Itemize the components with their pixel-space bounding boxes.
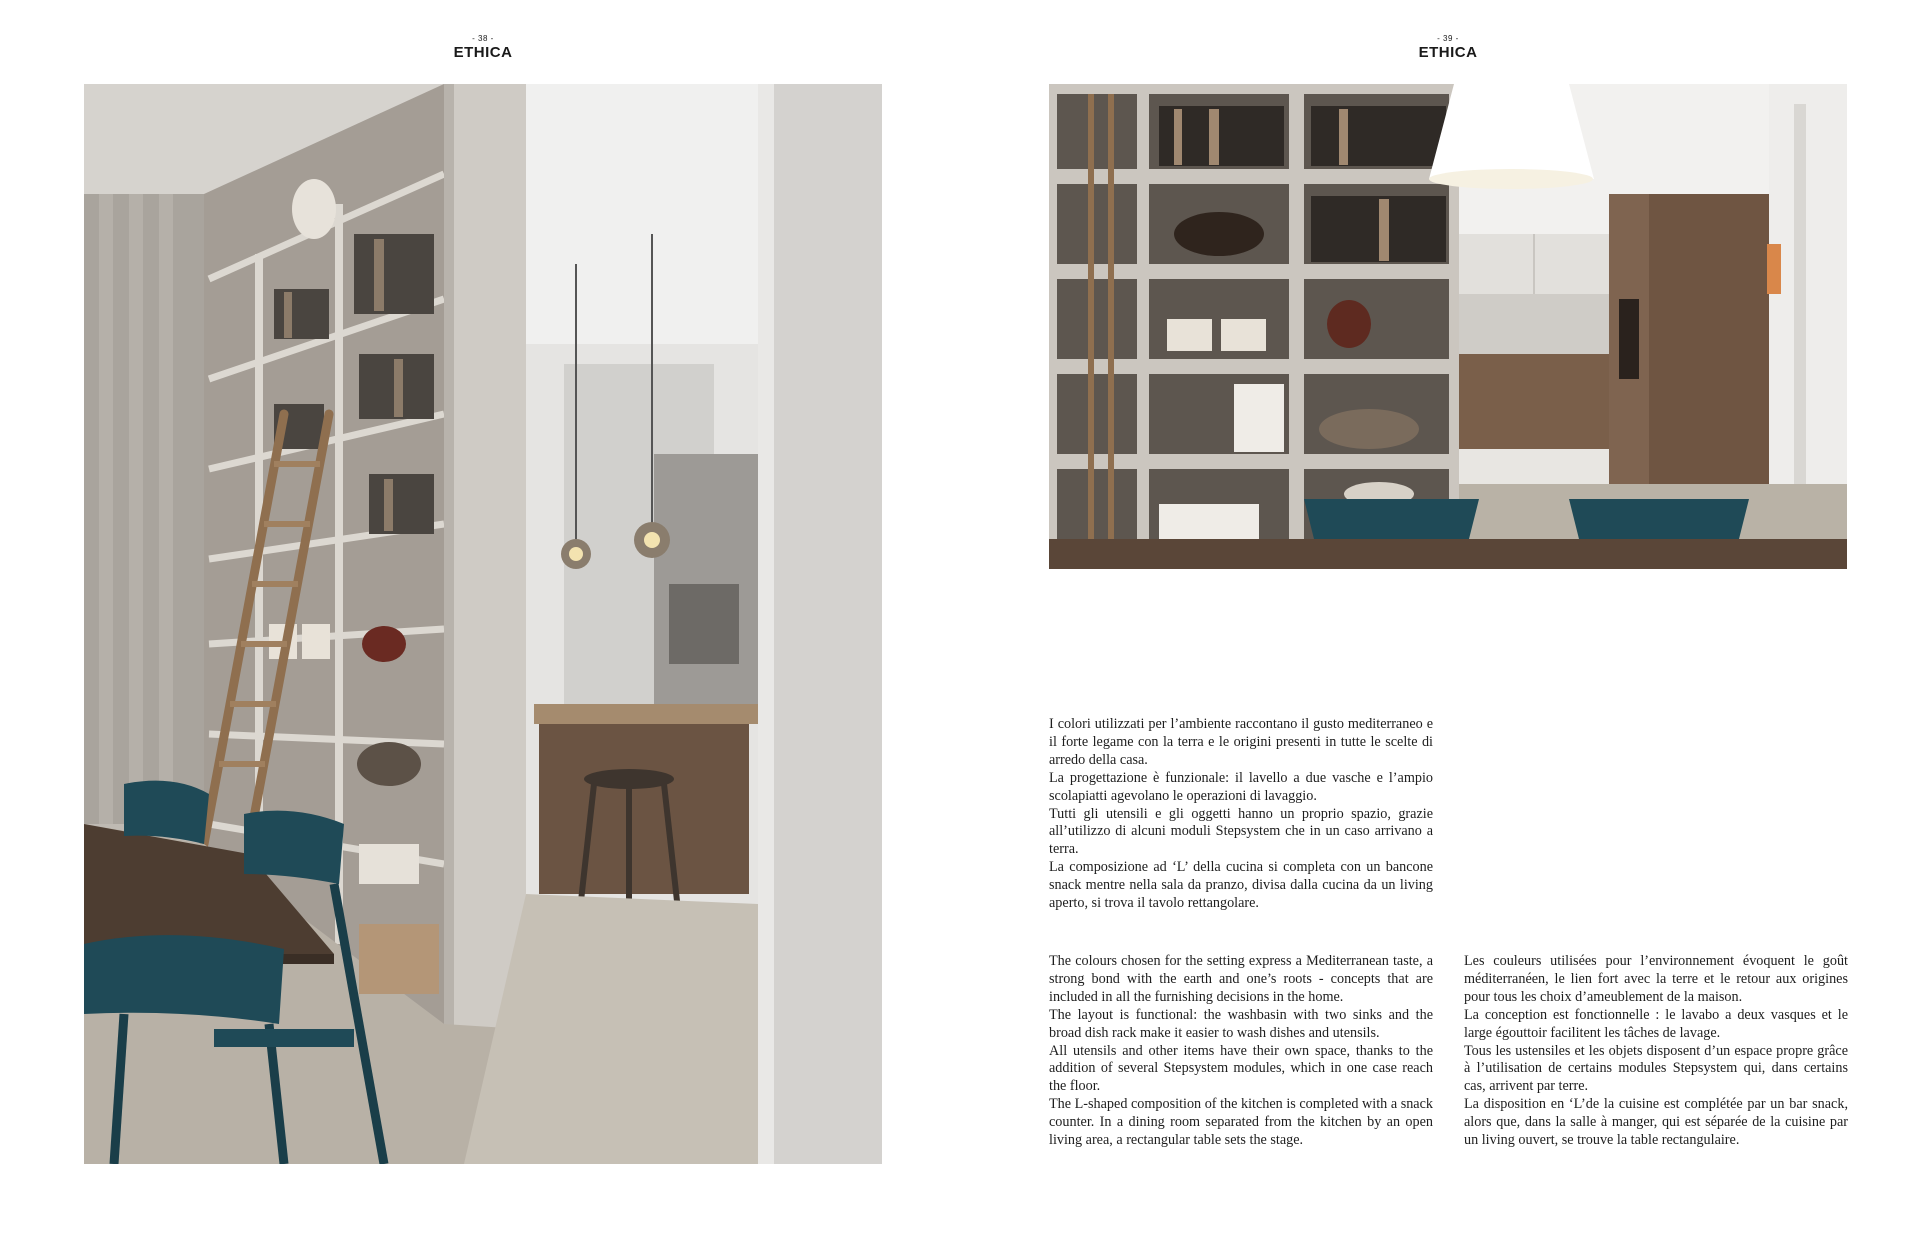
italian-paragraph: I colori utilizzati per l’ambiente raccontano il gusto mediterraneo e il forte legame con la terra e le origini presenti in tutte le scelte di arredo della casa. [1049, 716, 1433, 768]
italian-paragraph: La progettazione è funzionale: il lavello a due vasche e l’ampio scolapiatti agevolano le operazioni di lavaggio. [1049, 769, 1433, 804]
right-page-number: - 39 - [1437, 34, 1459, 43]
right-page-brand: ETHICA [1418, 44, 1478, 61]
english-text-block [1049, 953, 1433, 1150]
french-paragraph: La disposition en ‘L’de la cuisine est complétée par un bar snack, alors que, dans la salle à manger, qui est séparée de la cuisine par un living ouvert, se trouve la table rectangulaire. [1464, 1096, 1848, 1149]
italian-paragraph: Tutti gli utensili e gli oggetti hanno un proprio spazio, grazie all’utilizzo di alcuni moduli Stepsystem che in un caso arrivano a terra. [1049, 805, 1433, 858]
english-paragraph: The layout is functional: the washbasin with two sinks and the broad dish rack make it easier to wash dishes and utensils. [1049, 1006, 1433, 1041]
english-paragraph: The L-shaped composition of the kitchen is completed with a snack counter. In a dining room separated from the kitchen by an open living area, a rectangular table sets the stage. [1049, 1096, 1433, 1149]
french-paragraph: Les couleurs utilisées pour l’environnement évoquent le goût méditerranéen, le lien fort avec la terre et le retour aux origines pour tous les choix d’ameublement de la maison. [1464, 953, 1848, 1005]
right-page-header [1348, 34, 1548, 62]
french-paragraph: Tous les ustensiles et les objets disposent d’un espace propre grâce à l’utilisation de certains modules Stepsystem qui, dans certains cas, arrivent par terre. [1464, 1042, 1848, 1095]
left-page-brand: ETHICA [453, 44, 513, 61]
french-paragraph: La conception est fonctionnelle : le lavabo a deux vasques et le large égouttoir facilitent les tâches de lavage. [1464, 1006, 1848, 1041]
left-page-number: - 38 - [472, 34, 494, 43]
italian-text-block [1049, 716, 1433, 913]
left-page-header [383, 34, 583, 62]
english-paragraph: The colours chosen for the setting express a Mediterranean taste, a strong bond with the earth and one’s roots - concepts that are included in all the furnishing decisions in the home. [1049, 953, 1433, 1005]
italian-paragraph: La composizione ad ‘L’ della cucina si completa con un bancone snack mentre nella sala da pranzo, divisa dalla cucina da un living aperto, si trova il tavolo rettangolare. [1049, 859, 1433, 912]
bookshelf-dining-photo [84, 84, 882, 1164]
english-paragraph: All utensils and other items have their own space, thanks to the addition of several Stepsystem modules, which in one case reach the floor. [1049, 1042, 1433, 1095]
french-text-block [1464, 953, 1848, 1150]
kitchen-shelving-photo [1049, 84, 1847, 569]
